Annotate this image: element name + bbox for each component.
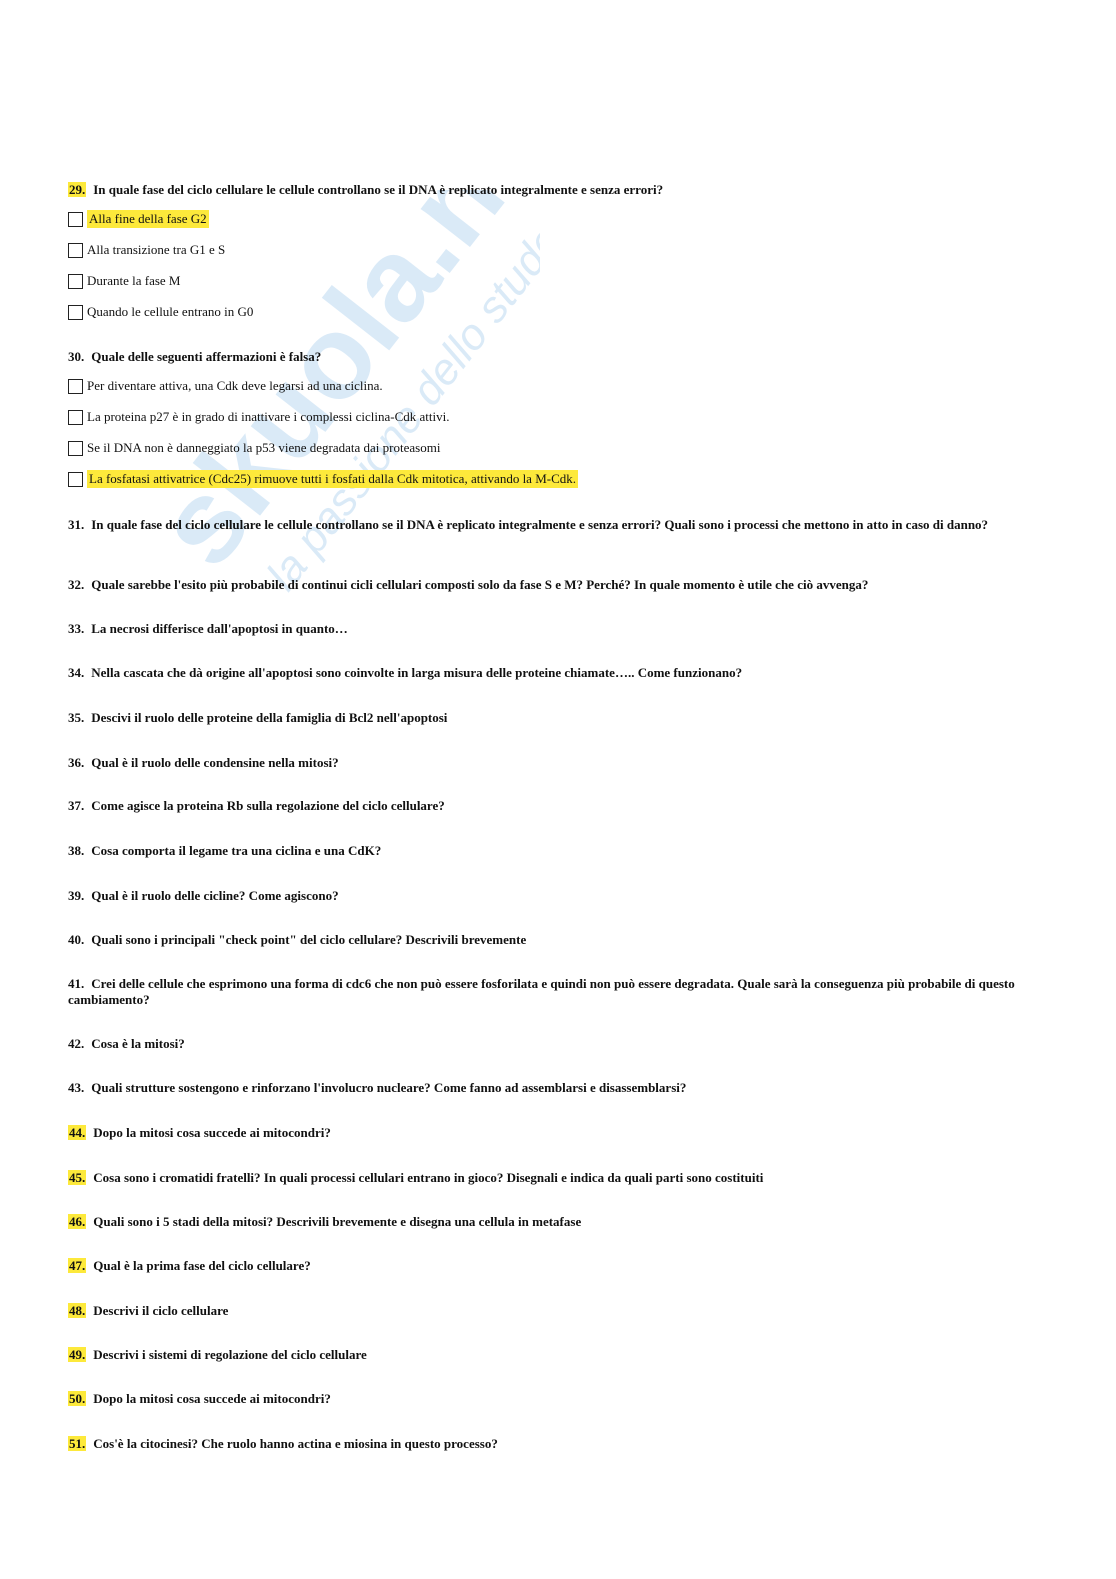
checkbox[interactable] — [68, 441, 83, 456]
question-47 — [68, 1258, 1043, 1274]
question-number: 35. — [68, 710, 85, 725]
checkbox[interactable] — [68, 212, 83, 227]
question-number: 47. — [69, 1258, 86, 1273]
question-36 — [68, 755, 1043, 771]
question-number: 38. — [68, 843, 85, 858]
question-text: In quale fase del ciclo cellulare le cellule controllano se il DNA è replicato integralmente e senza errori? — [93, 182, 664, 197]
question-text: Qual è il ruolo delle condensine nella mitosi? — [91, 755, 339, 770]
question-number: 49. — [69, 1347, 86, 1362]
question-number: 42. — [68, 1036, 85, 1051]
question-number: 41. — [68, 976, 85, 991]
question-number: 43. — [68, 1080, 85, 1095]
question-text: In quale fase del ciclo cellulare le cellule controllano se il DNA è replicato integralmente e senza errori? Quali sono i processi che mettono in atto in caso di danno? — [91, 517, 989, 532]
checkbox[interactable] — [68, 472, 83, 487]
option-label: La fosfatasi attivatrice (Cdc25) rimuove tutti i fosfati dalla Cdk mitotica, attivando la M-Cdk. — [89, 471, 577, 486]
question-number: 51. — [69, 1436, 86, 1451]
question-number: 29. — [69, 182, 86, 197]
question-51 — [68, 1436, 1043, 1452]
question-number: 30. — [68, 349, 85, 364]
question-text: Come agisce la proteina Rb sulla regolazione del ciclo cellulare? — [91, 798, 445, 813]
answer-option[interactable] — [68, 303, 253, 321]
question-text: Quali strutture sostengono e rinforzano l'involucro nucleare? Come fanno ad assemblarsi e disassemblarsi? — [91, 1080, 687, 1095]
question-30 — [68, 349, 1043, 365]
checkbox[interactable] — [68, 410, 83, 425]
option-label: Alla transizione tra G1 e S — [87, 242, 226, 257]
question-29 — [68, 182, 1043, 198]
answer-option[interactable] — [68, 408, 449, 426]
question-text: Quali sono i 5 stadi della mitosi? Descrivili brevemente e disegna una cellula in metafase — [93, 1214, 582, 1229]
answer-option[interactable] — [68, 272, 181, 290]
question-number: 31. — [68, 517, 85, 532]
question-text: Descivi il ruolo delle proteine della famiglia di Bcl2 nell'apoptosi — [91, 710, 448, 725]
option-label: La proteina p27 è in grado di inattivare i complessi ciclina-Cdk attivi. — [87, 409, 450, 424]
question-text: Cosa comporta il legame tra una ciclina e una CdK? — [91, 843, 382, 858]
question-50 — [68, 1391, 1043, 1407]
watermark-tagline: la passione dello studente — [257, 190, 540, 600]
question-number: 33. — [68, 621, 85, 636]
question-number: 48. — [69, 1303, 86, 1318]
question-38 — [68, 843, 1043, 859]
question-number: 37. — [68, 798, 85, 813]
checkbox[interactable] — [68, 305, 83, 320]
question-45 — [68, 1170, 1043, 1186]
question-number: 44. — [69, 1125, 86, 1140]
option-label: Durante la fase M — [87, 273, 181, 288]
option-label: Alla fine della fase G2 — [89, 211, 207, 226]
question-text: Dopo la mitosi cosa succede ai mitocondri? — [93, 1125, 331, 1140]
watermark-brand: skuola.net — [131, 190, 540, 590]
question-41 — [68, 976, 1043, 1008]
question-text: Qual è la prima fase del ciclo cellulare? — [93, 1258, 311, 1273]
checkbox[interactable] — [68, 243, 83, 258]
question-number: 36. — [68, 755, 85, 770]
question-number: 40. — [68, 932, 85, 947]
question-32 — [68, 577, 1043, 593]
option-label: Per diventare attiva, una Cdk deve legarsi ad una ciclina. — [87, 378, 383, 393]
question-text: Crei delle cellule che esprimono una forma di cdc6 che non può essere fosforilata e quindi non può essere degradata. Quale sarà la conseguenza più probabile di questo cambiamento? — [68, 976, 1015, 1007]
question-text: Quale delle seguenti affermazioni è falsa? — [91, 349, 322, 364]
question-text: Dopo la mitosi cosa succede ai mitocondri? — [93, 1391, 331, 1406]
question-text: Qual è il ruolo delle cicline? Come agiscono? — [91, 888, 339, 903]
answer-option[interactable] — [68, 439, 440, 457]
question-42 — [68, 1036, 1043, 1052]
question-number: 45. — [69, 1170, 86, 1185]
question-39 — [68, 888, 1043, 904]
question-49 — [68, 1347, 1043, 1363]
question-33 — [68, 621, 1043, 637]
checkbox[interactable] — [68, 379, 83, 394]
question-number: 34. — [68, 665, 85, 680]
question-text: Quali sono i principali "check point" del ciclo cellulare? Descrivili brevemente — [91, 932, 527, 947]
question-text: Quale sarebbe l'esito più probabile di continui cicli cellulari composti solo da fase S e M? Perché? In quale momento è utile che ciò avvenga? — [91, 577, 869, 592]
question-37 — [68, 798, 1043, 814]
question-31 — [68, 517, 1043, 533]
question-35 — [68, 710, 1043, 726]
question-text: Cos'è la citocinesi? Che ruolo hanno actina e miosina in questo processo? — [93, 1436, 498, 1451]
answer-option[interactable] — [68, 241, 225, 259]
question-40 — [68, 932, 1043, 948]
question-text: La necrosi differisce dall'apoptosi in quanto… — [91, 621, 348, 636]
question-number: 32. — [68, 577, 85, 592]
question-48 — [68, 1303, 1043, 1319]
question-number: 39. — [68, 888, 85, 903]
question-number: 46. — [69, 1214, 86, 1229]
question-34 — [68, 665, 1043, 681]
question-44 — [68, 1125, 1043, 1141]
answer-option[interactable] — [68, 210, 209, 228]
checkbox[interactable] — [68, 274, 83, 289]
question-number: 50. — [69, 1391, 86, 1406]
answer-option[interactable] — [68, 377, 383, 395]
question-text: Nella cascata che dà origine all'apoptosi sono coinvolte in larga misura delle proteine chiamate….. Come funzionano? — [91, 665, 743, 680]
question-text: Cosa è la mitosi? — [91, 1036, 185, 1051]
question-43 — [68, 1080, 1043, 1096]
question-text: Descrivi i sistemi di regolazione del ciclo cellulare — [93, 1347, 367, 1362]
question-46 — [68, 1214, 1043, 1230]
answer-option[interactable] — [68, 470, 578, 488]
question-text: Descrivi il ciclo cellulare — [93, 1303, 229, 1318]
option-label: Se il DNA non è danneggiato la p53 viene degradata dai proteasomi — [87, 440, 441, 455]
question-text: Cosa sono i cromatidi fratelli? In quali processi cellulari entrano in gioco? Disegnali e indica da quali parti sono costituiti — [93, 1170, 764, 1185]
option-label: Quando le cellule entrano in G0 — [87, 304, 254, 319]
